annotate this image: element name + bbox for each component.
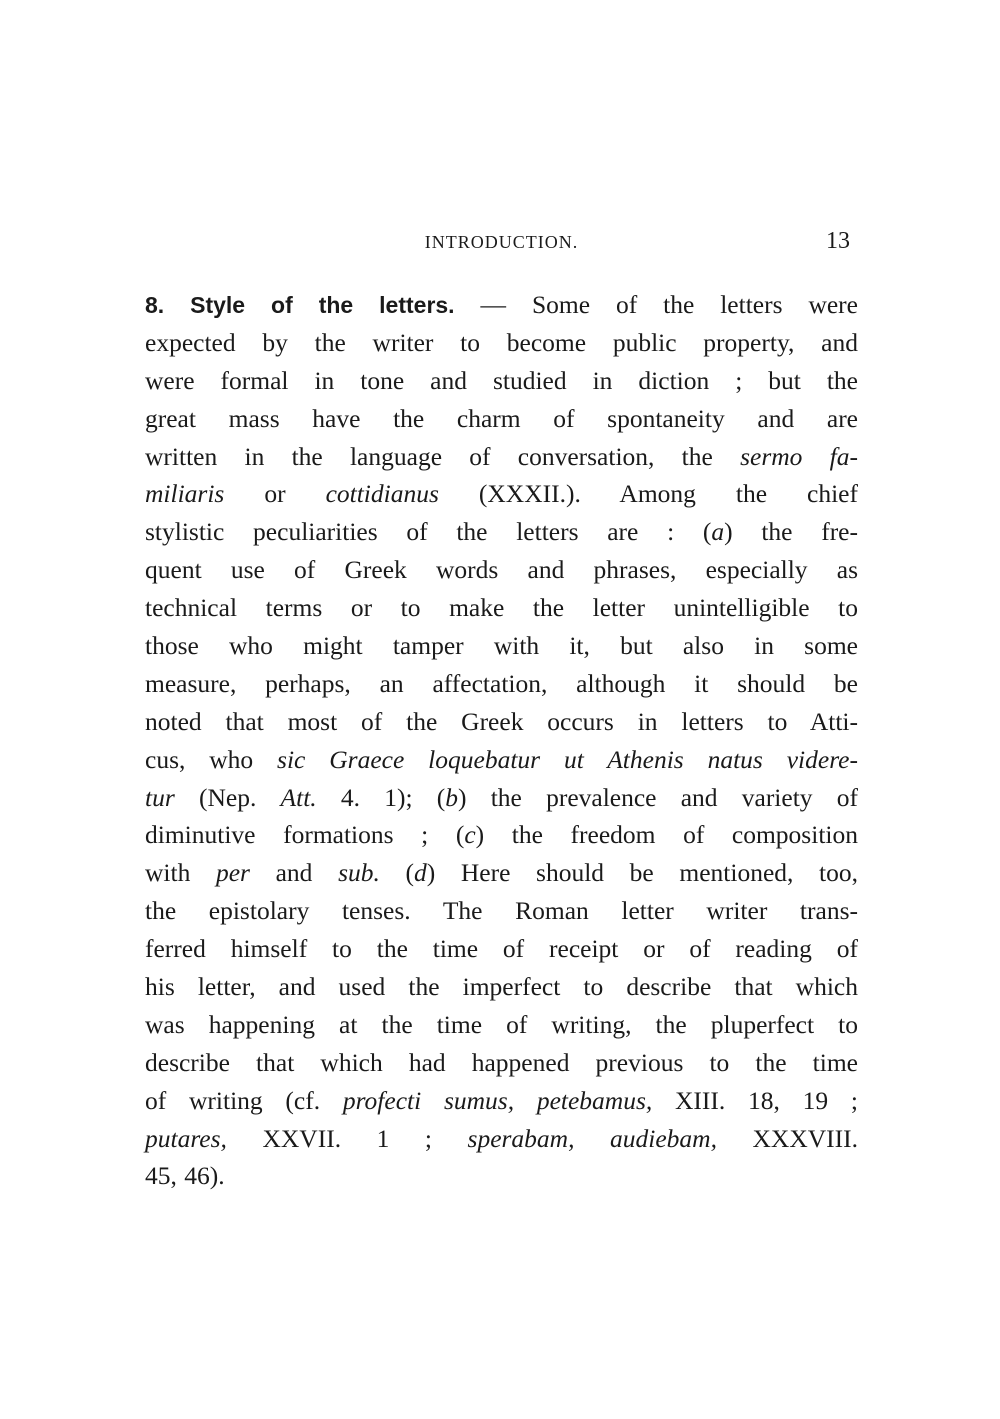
text-line	[145, 475, 858, 513]
italic-text: sperabam, audiebam,	[467, 1123, 717, 1153]
text-run: ) the prevalence and variety of	[458, 782, 858, 812]
italic-text: d	[414, 858, 427, 888]
text-run: ) the fre-	[724, 517, 858, 547]
text-line	[145, 362, 858, 400]
text-run: XXXVIII.	[716, 1123, 858, 1153]
text-run: measure, perhaps, an affectation, although it should be	[145, 668, 858, 698]
text-run: his letter, and used the imperfect to describe that which	[145, 972, 858, 1002]
text-line	[145, 816, 858, 854]
text-run: (XXXII.). Among the chief	[438, 479, 858, 509]
italic-text: sermo fa-	[740, 441, 858, 471]
page-number: 13	[826, 228, 850, 254]
text-line	[145, 324, 858, 362]
italic-text: per	[215, 858, 250, 888]
text-line	[145, 1006, 858, 1044]
text-run: stylistic peculiarities of the letters are : (	[145, 517, 712, 547]
text-run: ) Here should be mentioned, too,	[426, 858, 858, 888]
text-run: those who might tamper with it, but also in some	[145, 631, 858, 661]
text-line	[145, 513, 858, 551]
text-line	[145, 854, 858, 892]
text-run: — Some of the letters were	[454, 290, 858, 319]
text-run: (Nep.	[174, 782, 281, 812]
text-run: of writing (cf.	[145, 1085, 343, 1115]
text-run: expected by the writer to become public property, and	[145, 327, 858, 357]
text-run: 45, 46).	[145, 1161, 225, 1191]
italic-text: putares,	[145, 1123, 227, 1153]
text-line	[145, 930, 858, 968]
text-run: written in the language of conversation, the	[145, 441, 741, 471]
text-line	[145, 551, 858, 589]
text-run: 4. 1); (	[316, 782, 446, 812]
italic-text: miliaris	[145, 479, 225, 509]
italic-text: cottidianus	[325, 479, 439, 509]
text-line	[145, 741, 858, 779]
text-run: (	[379, 858, 414, 888]
italic-text: sic Graece loquebatur ut Athenis natus videre-	[277, 744, 858, 774]
text-run: were formal in tone and studied in diction ; but the	[145, 365, 858, 395]
text-run: technical terms or to make the letter unintelligible to	[145, 593, 858, 623]
text-run: noted that most of the Greek occurs in letters to Atti-	[145, 706, 858, 736]
italic-text: Att.	[280, 782, 317, 812]
text-run: quent use of Greek words and phrases, especially as	[145, 555, 858, 585]
text-run: the epistolary tenses. The Roman letter writer trans-	[145, 896, 858, 926]
text-run: cus, who	[145, 744, 278, 774]
text-run: ferred himself to the time of receipt or of reading of	[145, 934, 858, 964]
text-line	[145, 665, 858, 703]
text-line	[145, 438, 858, 476]
text-line	[145, 1120, 858, 1158]
italic-text: a	[711, 517, 725, 547]
text-line	[145, 703, 858, 741]
text-run: and	[249, 858, 339, 888]
text-line	[145, 1044, 858, 1082]
text-line	[145, 968, 858, 1006]
text-run: with	[145, 858, 216, 888]
running-title: INTRODUCTION.	[424, 232, 579, 252]
text-run: XIII. 18, 19 ;	[652, 1085, 858, 1115]
section-8-style-of-the-letters	[145, 286, 858, 1195]
text-run: or	[224, 479, 326, 509]
text-run: describe that which had happened previous to the time	[145, 1047, 858, 1077]
text-line	[145, 1157, 858, 1195]
text-run: great mass have the charm of spontaneity and are	[145, 403, 858, 433]
text-line	[145, 589, 858, 627]
section-heading: 8. Style of the letters.	[145, 292, 455, 318]
text-run: ) the freedom of composition	[475, 820, 858, 850]
text-line	[145, 892, 858, 930]
text-line	[145, 627, 858, 665]
page-header	[145, 228, 858, 258]
text-line	[145, 400, 858, 438]
text-run: diminutive formations ; (	[145, 820, 465, 850]
italic-text: tur	[145, 782, 175, 812]
text-run: XXVII. 1 ;	[226, 1123, 468, 1153]
italic-text: profecti sumus, petebamus,	[342, 1085, 653, 1115]
italic-text: sub.	[338, 858, 380, 888]
text-line	[145, 286, 858, 324]
text-run: was happening at the time of writing, the pluperfect to	[145, 1009, 858, 1039]
text-line	[145, 1082, 858, 1120]
italic-text: c	[464, 820, 476, 850]
text-line	[145, 779, 858, 817]
italic-text: b	[445, 782, 459, 812]
